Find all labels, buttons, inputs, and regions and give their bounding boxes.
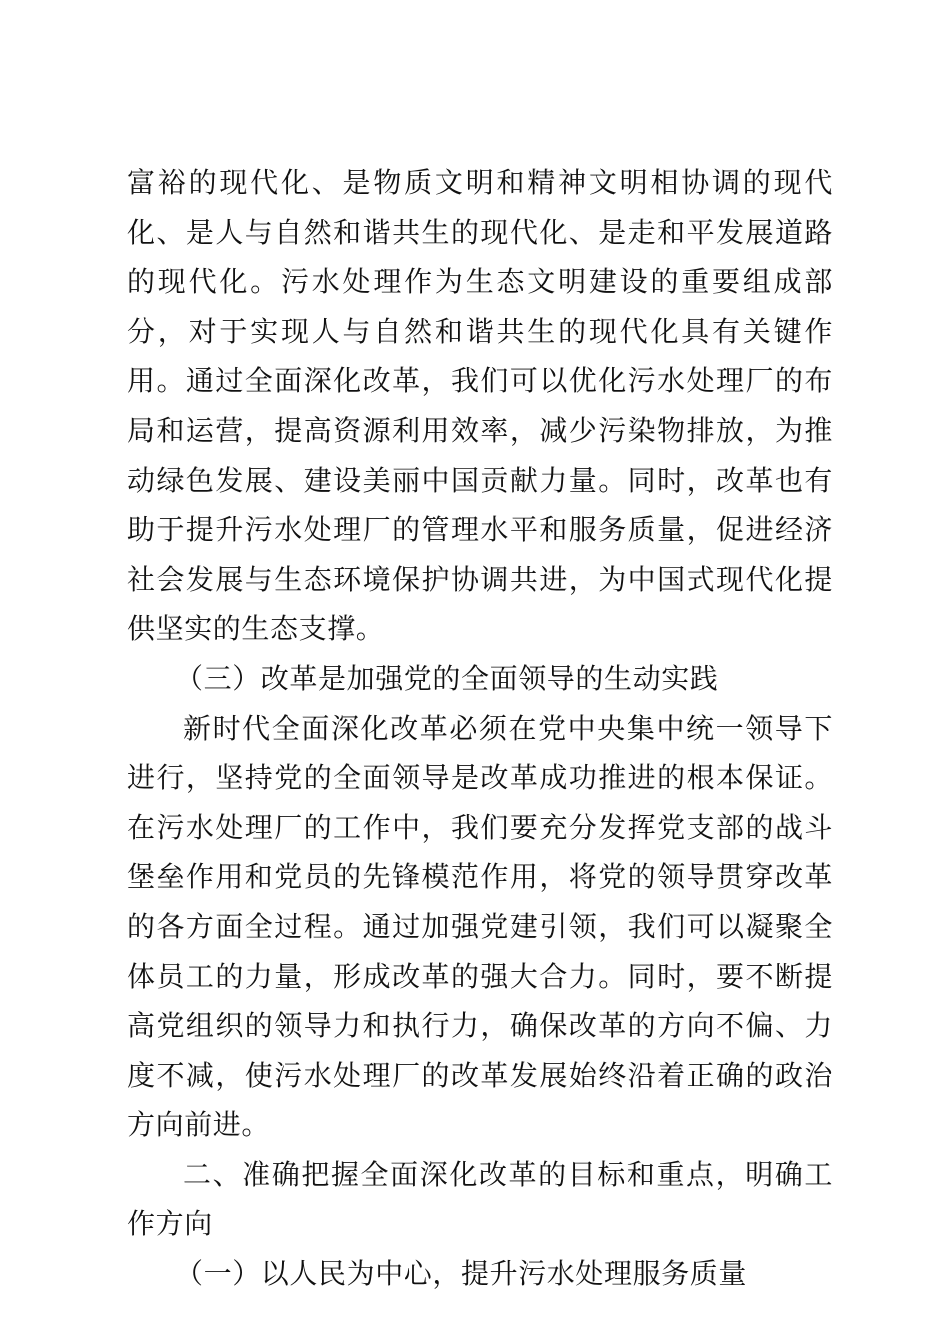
paragraph-continuation: 富裕的现代化、是物质文明和精神文明相协调的现代化、是人与自然和谐共生的现代化、是走和平发展道路的现代化。污水处理作为生态文明建设的重要组成部分，对于实现人与自然和谐共生的现代化具有关键作用。通过全面深化改革，我们可以优化污水处理厂的布局和运营，提高资源利用效率，减少污染物排放，为推动绿色发展、建设美丽中国贡献力量。同时，改革也有助于提升污水处理厂的管理水平和服务质量，促进经济社会发展与生态环境保护协调共进，为中国式现代化提供坚实的生态支撑。: [127, 166, 833, 646]
document-body: [127, 158, 833, 1299]
paragraph-party-leadership: 新时代全面深化改革必须在党中央集中统一领导下进行，坚持党的全面领导是改革成功推进的根本保证。在污水处理厂的工作中，我们要充分发挥党支部的战斗堡垒作用和党员的先锋模范作用，将党的领导贯穿改革的各方面全过程。通过加强党建引领，我们可以凝聚全体员工的力量，形成改革的强大合力。同时，要不断提高党组织的领导力和执行力，确保改革的方向不偏、力度不减，使污水处理厂的改革发展始终沿着正确的政治方向前进。: [127, 711, 833, 1142]
section-heading-3: （三）改革是加强党的全面领导的生动实践: [175, 661, 719, 695]
chapter-heading-2: 二、准确把握全面深化改革的目标和重点，明确工作方向: [127, 1157, 833, 1241]
section-heading-1: （一）以人民为中心，提升污水处理服务质量: [175, 1257, 748, 1291]
